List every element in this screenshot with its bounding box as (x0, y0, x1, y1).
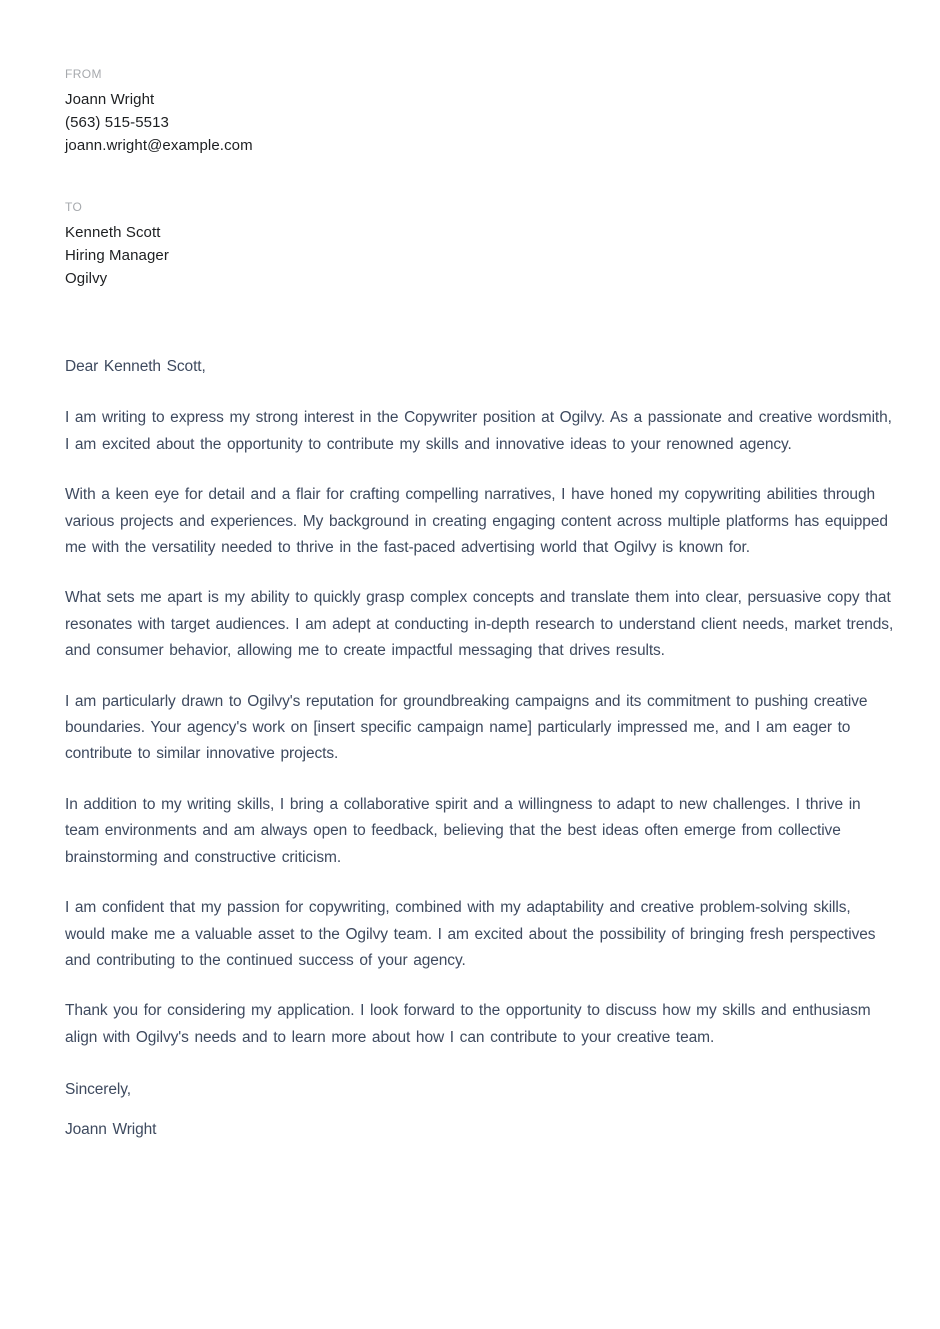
paragraph-1: I am writing to express my strong interest in the Copywriter position at Ogilvy. As a passionate and creative wordsmith, I am excited about the opportunity to contribute my skills and innovative ideas to your renowned agency. (65, 409, 892, 453)
from-block (65, 66, 894, 157)
greeting: Dear Kenneth Scott, (65, 358, 206, 375)
sender-phone: (563) 515-5513 (65, 114, 169, 131)
paragraph-4: I am particularly drawn to Ogilvy's reputation for groundbreaking campaigns and its commitment to pushing creative boundaries. Your agency's work on [insert specific campaign name] particularly impressed me, and I am eager to contribute to similar innovative projects. (65, 692, 868, 763)
recipient-role: Hiring Manager (65, 247, 169, 264)
closing: Sincerely, (65, 1081, 131, 1099)
letter-body (65, 354, 895, 1143)
from-label: FROM (65, 67, 102, 81)
to-block (65, 199, 894, 290)
to-label: TO (65, 200, 83, 214)
paragraph-6: I am confident that my passion for copywriting, combined with my adaptability and creative problem-solving skills, would make me a valuable asset to the Ogilvy team. I am excited about the possibility of bringing fresh perspectives and contributing to the continued success of your agency. (65, 899, 876, 969)
paragraph-7: Thank you for considering my application. I look forward to the opportunity to discuss how my skills and enthusiasm align with Ogilvy's needs and to learn more about how I can contribute to your creative team. (65, 1002, 871, 1046)
paragraph-3: What sets me apart is my ability to quickly grasp complex concepts and translate them into clear, persuasive copy that resonates with target audiences. I am adept at conducting in-depth research to understand client needs, market trends, and consumer behavior, allowing me to create impactful messaging that drives results. (65, 589, 894, 660)
recipient-company: Ogilvy (65, 270, 108, 287)
sender-name: Joann Wright (65, 91, 155, 108)
sender-email: joann.wright@example.com (65, 137, 253, 154)
signature: Joann Wright (65, 1120, 157, 1138)
paragraph-5: In addition to my writing skills, I bring a collaborative spirit and a willingness to adapt to new challenges. I thrive in team environments and am always open to feedback, believing that the best ideas often emerge from collective brainstorming and constructive criticism. (65, 795, 861, 866)
paragraph-2: With a keen eye for detail and a flair for crafting compelling narratives, I have honed my copywriting abilities through various projects and experiences. My background in creating engaging content across multiple platforms has equipped me with the versatility needed to thrive in the fast-paced advertising world that Ogilvy is known for. (65, 486, 888, 557)
recipient-name: Kenneth Scott (65, 224, 161, 241)
